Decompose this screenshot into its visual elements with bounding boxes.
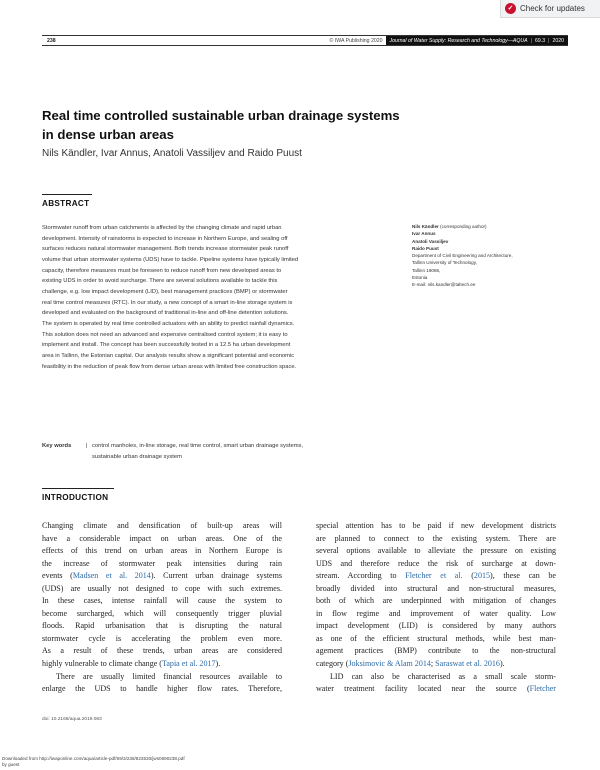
body-text: are planned to connect to the existing system. There are xyxy=(316,533,556,543)
abstract-rule xyxy=(42,194,92,195)
check-for-updates-label: Check for updates xyxy=(520,4,585,13)
body-text: several options available to alleviate the pressure on existing xyxy=(316,546,556,556)
body-text: ( xyxy=(462,571,474,581)
affiliation-author: Ivar Annus xyxy=(412,231,436,237)
keywords-block: Key words | control manholes, in-line storage, real time control, smart urban drainage systems, sustainable urban drainage system xyxy=(42,441,404,462)
body-text: events ( xyxy=(42,571,73,581)
body-text: In these cases, intense rainfall will cause the system to xyxy=(42,596,282,606)
body-text-line xyxy=(42,583,282,596)
abstract-line: Stormwater runoff from urban catchments is affected by the changing climate and rapid urban xyxy=(42,225,282,231)
citation-link[interactable]: Fletcher et al. xyxy=(405,571,463,581)
download-notice xyxy=(2,756,185,767)
body-text-line xyxy=(316,633,556,646)
check-updates-icon: ✓ xyxy=(505,3,516,14)
body-text: stormwater cycle is accelerating the problem even more. xyxy=(42,633,282,643)
affiliation-line: Department of Civil Engineering and Architecture, xyxy=(412,253,513,259)
body-text: stream. According to xyxy=(316,571,406,581)
keywords-line: sustainable urban drainage system xyxy=(92,453,182,460)
author-email[interactable]: E-mail: nils.kandler@taltech.ee xyxy=(412,282,476,288)
body-text-line xyxy=(316,570,556,583)
body-text-line xyxy=(316,595,556,608)
abstract-text xyxy=(42,223,404,372)
citation-link[interactable]: Fletcher xyxy=(529,684,556,694)
introduction-column-left xyxy=(42,520,282,696)
abstract-line: challenge, e.g. low impact development (LID), best management practices (BMP) or stormwater xyxy=(42,288,288,295)
body-text: ). xyxy=(215,659,221,669)
body-text: water treatment facility located near the source ( xyxy=(316,684,530,694)
citation-link[interactable]: Saraswat et al. 2016 xyxy=(435,659,500,669)
body-text-line xyxy=(42,633,282,646)
abstract-line: The system is operated by real time controlled actuators with an ability to predict rainfall dynamics. xyxy=(42,320,295,327)
journal-name: Journal of Water Supply: Research and Technology—AQUA xyxy=(389,37,528,44)
abstract-heading: ABSTRACT xyxy=(42,199,90,208)
body-text: in flow regime and improvement of water quality. Low xyxy=(316,608,556,618)
body-text: UDS and therefore reduce the risk of surcharge at down- xyxy=(316,558,556,568)
body-text-line xyxy=(42,595,282,608)
journal-volume: 69.3 xyxy=(534,37,546,44)
body-text: effects of this trend on urban areas in Northern Europe is xyxy=(42,546,282,556)
body-text-line xyxy=(42,620,282,633)
body-text: LID can also be characterised as a small scale storm- xyxy=(330,671,556,681)
author-list: Nils Kändler, Ivar Annus, Anatoli Vassiljev and Raido Puust xyxy=(42,148,302,159)
introduction-rule xyxy=(42,488,114,489)
body-text-line xyxy=(42,608,282,621)
affiliation-line: Estonia xyxy=(412,275,428,281)
keywords-label: Key words xyxy=(42,443,72,449)
citation-link[interactable]: Tapia et al. 2017 xyxy=(162,659,216,669)
body-text: have a considerable impact on urban areas. One of the xyxy=(42,533,282,543)
body-text-line xyxy=(42,645,282,658)
abstract-line: feasibility in the reduction of peak flow from dense urban areas with limited free construction space. xyxy=(42,363,297,370)
abstract-line: implement and install. The concept has been successfully tested in a 12.5 ha urban development xyxy=(42,342,291,349)
body-text: Changing climate and densification of built-up areas will xyxy=(42,521,282,530)
body-text-line xyxy=(316,645,556,658)
body-text: As a result of these trends, urban areas are considered xyxy=(42,646,282,656)
download-line: by guest xyxy=(2,761,20,767)
body-text-line xyxy=(42,558,282,571)
body-text-line xyxy=(42,545,282,558)
abstract-line: capacity, therefore measures must be foreseen to reduce runoff from new developed areas to xyxy=(42,267,282,274)
body-text: become surcharged, which will consequently trigger pluvial xyxy=(42,608,282,618)
body-text-line xyxy=(42,671,282,684)
abstract-line: This solution does not need an advanced and expensive centralised control system; it is easy to xyxy=(42,331,288,338)
body-text: floods. Rapid urbanisation that is disrupting the natural xyxy=(42,621,282,631)
introduction-column-right xyxy=(316,520,556,696)
copyright-notice: © IWA Publishing 2020 xyxy=(329,37,383,44)
running-header xyxy=(42,35,568,46)
abstract-line: development. Intensity of rainstorms is expected to increase in Northern Europe, and sealing off xyxy=(42,235,288,242)
body-text: broadly divided into structural and non-structural measures, xyxy=(316,583,556,593)
citation-link[interactable]: Madsen et al. 2014 xyxy=(72,571,151,581)
body-text-line xyxy=(316,658,556,671)
page-number: 238 xyxy=(47,37,56,44)
body-text-line xyxy=(316,533,556,546)
body-text-line xyxy=(42,658,282,671)
body-text-line xyxy=(316,583,556,596)
keywords-list xyxy=(92,441,303,462)
body-text: ), these can be xyxy=(490,571,556,581)
body-text-line xyxy=(316,683,556,696)
corresponding-author: Nils Kändler xyxy=(412,224,439,229)
affiliation-author: Raido Puust xyxy=(412,245,439,251)
body-text-line xyxy=(316,671,556,684)
journal-year: 2020 xyxy=(552,37,564,44)
article-title xyxy=(42,106,462,144)
body-text-line xyxy=(42,533,282,546)
title-line: in dense urban areas xyxy=(42,127,174,142)
citation-link[interactable]: Joksimovic & Alam 2014 xyxy=(348,659,431,669)
abstract-line: developed and evaluated on the background of traditional in-line and off-line detention solutions. xyxy=(42,310,289,317)
abstract-line: real time control measures (RTC). In our study, a new concept of a smart in-line storage system is xyxy=(42,299,293,306)
body-text-line xyxy=(42,520,282,533)
body-text: impact development (LID) is considered by many authors xyxy=(316,621,556,631)
body-text-line xyxy=(316,520,556,533)
body-text-line xyxy=(42,683,282,696)
citation-link[interactable]: 2015 xyxy=(473,571,491,581)
doi-link[interactable]: doi: 10.2166/aqua.2019.083 xyxy=(42,717,102,722)
affiliation-line: Tallinn University of Technology, xyxy=(412,260,477,266)
body-text-line xyxy=(316,620,556,633)
body-text: category ( xyxy=(316,659,349,669)
affiliation-block xyxy=(412,223,562,289)
body-text-line xyxy=(316,558,556,571)
affiliation-author: Anatoli Vassiljev xyxy=(412,238,449,244)
body-text-line xyxy=(316,545,556,558)
body-text: ; xyxy=(430,659,436,669)
header-right xyxy=(330,36,568,45)
corresponding-note: (corresponding author) xyxy=(440,224,487,229)
body-text: (UDS) are usually not designed to cope with such extremes. xyxy=(42,583,282,593)
body-text: the increase of stormwater peak intensities during rain xyxy=(42,558,282,568)
body-text: both of which are underpinned with mitigation of changes xyxy=(316,596,556,606)
check-for-updates-badge[interactable] xyxy=(500,0,600,18)
body-text: agement practices (BMP) contribute to the non-structural xyxy=(316,646,556,656)
body-text: ). xyxy=(499,659,505,669)
body-text: highly vulnerable to climate change ( xyxy=(42,659,162,669)
body-text: special attention has to be paid if new development districts xyxy=(316,521,556,530)
download-line: Downloaded from http://iwaponline.com/aqua/article-pdf/69/3/238/823530/jws0690238.pdf xyxy=(2,756,185,761)
journal-band: Journal of Water Supply: Research and Technology—AQUA | 69.3 | 2020 xyxy=(386,36,569,45)
abstract-line: volume that urban stormwater systems (UDS) have to tackle. Pipeline systems have typically limited xyxy=(42,256,299,263)
body-text: ). Current urban drainage systems xyxy=(150,571,283,581)
body-text: enlarge the UDS to handle higher flow rates. Therefore, xyxy=(42,684,282,694)
body-text: as one of the efficient structural methods, while best man- xyxy=(316,633,556,643)
abstract-line: surfaces reduces natural stormwater management. Both trends increase stormwater peak runoff xyxy=(42,246,289,253)
introduction-heading: INTRODUCTION xyxy=(42,493,109,502)
abstract-line: area in Tallinn, the Estonian capital. Our analysis results show a significant potential and economic xyxy=(42,352,295,359)
keywords-line: control manholes, in-line storage, real time control, smart urban drainage systems, xyxy=(92,443,304,449)
affiliation-line: Tallinn 19086, xyxy=(412,267,441,273)
body-text-line xyxy=(42,570,282,583)
body-text-line xyxy=(316,608,556,621)
abstract-line: existing UDS in order to avoid surcharge. There are several solutions available to tackle this xyxy=(42,278,278,285)
title-line: Real time controlled sustainable urban drainage systems xyxy=(42,108,400,123)
body-text: There are usually limited financial resources available to xyxy=(56,671,282,681)
